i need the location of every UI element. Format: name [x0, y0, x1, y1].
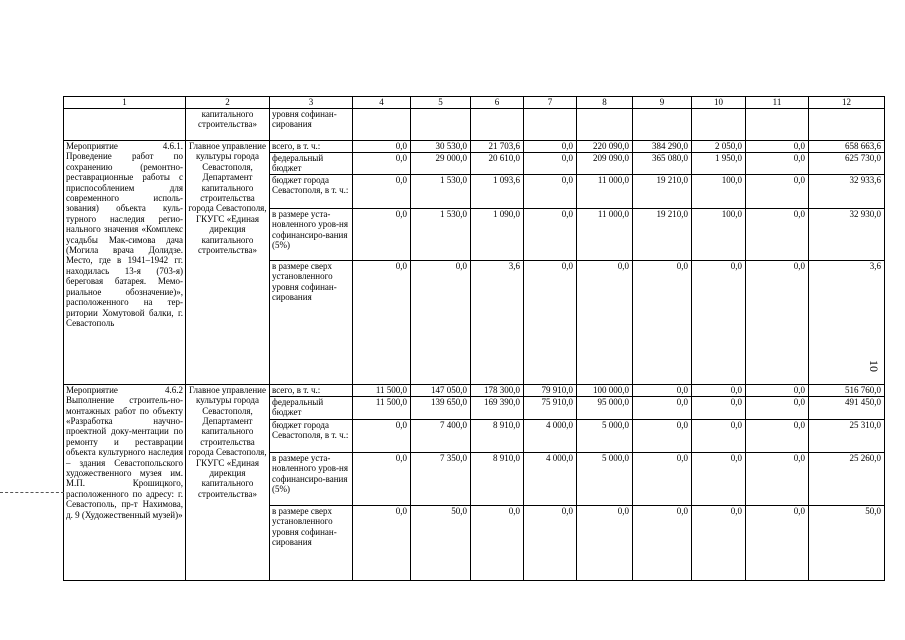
total-value: 32 933,6: [809, 174, 885, 208]
year-value: 0,0: [471, 505, 524, 580]
year-value: 30 530,0: [411, 141, 471, 153]
total-value: 658 663,6: [809, 141, 885, 153]
funding-source: в размере уста-новленного уров-ня софинансиро-вания (5%): [270, 208, 353, 260]
year-value: 0,0: [633, 384, 692, 396]
header-cell: 10: [692, 97, 746, 109]
year-value: 100,0: [692, 208, 746, 260]
total-value: 625 730,0: [809, 153, 885, 175]
year-value: 0,0: [353, 260, 411, 384]
funding-source: федеральный бюджет: [270, 153, 353, 175]
funding-source: федеральный бюджет: [270, 396, 353, 419]
year-value: 0,0: [577, 505, 633, 580]
cont-cell-1: [64, 109, 186, 141]
year-value: 0,0: [692, 396, 746, 419]
year-value: 0,0: [353, 505, 411, 580]
year-value: 0,0: [746, 260, 809, 384]
year-value: 50,0: [411, 505, 471, 580]
year-value: 0,0: [746, 419, 809, 452]
cont-cell: [692, 109, 746, 141]
cont-cell: [633, 109, 692, 141]
year-value: 2 050,0: [692, 141, 746, 153]
header-cell: 9: [633, 97, 692, 109]
year-value: 178 300,0: [471, 384, 524, 396]
total-value: 3,6: [809, 260, 885, 384]
year-value: 0,0: [633, 452, 692, 505]
header-cell: 8: [577, 97, 633, 109]
measure-executor: Главное управление культуры города Севастополя, Департамент капитального строительства города Севастополя, ГКУГС «Единая дирекция капитального строительства»: [186, 141, 270, 385]
header-cell: 4: [353, 97, 411, 109]
year-value: 365 080,0: [633, 153, 692, 175]
measure-executor: Главное управление культуры города Севастополя, Департамент капитального строительства города Севастополя, ГКУГС «Единая дирекция капитального строительства»: [186, 384, 270, 580]
header-cell: 12: [809, 97, 885, 109]
year-value: 0,0: [577, 260, 633, 384]
year-value: 220 090,0: [577, 141, 633, 153]
total-value: 25 310,0: [809, 419, 885, 452]
year-value: 1 530,0: [411, 174, 471, 208]
year-value: 0,0: [746, 141, 809, 153]
year-value: 139 650,0: [411, 396, 471, 419]
year-value: 11 500,0: [353, 396, 411, 419]
table-row: [64, 141, 885, 153]
table-row: [64, 384, 885, 396]
year-value: 4 000,0: [524, 452, 577, 505]
year-value: 0,0: [746, 208, 809, 260]
year-value: 0,0: [411, 260, 471, 384]
year-value: 0,0: [692, 505, 746, 580]
year-value: 0,0: [746, 384, 809, 396]
header-cell: 11: [746, 97, 809, 109]
year-value: 384 290,0: [633, 141, 692, 153]
funding-source: всего, в т. ч.:: [270, 141, 353, 153]
year-value: 3,6: [471, 260, 524, 384]
year-value: 29 000,0: [411, 153, 471, 175]
year-value: 147 050,0: [411, 384, 471, 396]
cont-cell: [577, 109, 633, 141]
year-value: 0,0: [633, 419, 692, 452]
year-value: 100,0: [692, 174, 746, 208]
year-value: 7 350,0: [411, 452, 471, 505]
total-value: 50,0: [809, 505, 885, 580]
funding-source: в размере сверх установленного уровня софинан-сирования: [270, 260, 353, 384]
year-value: 0,0: [746, 505, 809, 580]
measure-title: Мероприятие 4.6.2 Выполнение строитель-но-монтажных работ по объекту «Разработка научно-проектной доку-ментации по ремонту и реставрации объекта культурного наследия – здания Севастопольского художественного музея им. М.П. Крошицкого, расположенного по адресу: г. Севастополь, пр-т Нахимова, д. 9 (Художественный музей)»: [64, 384, 186, 580]
year-value: 5 000,0: [577, 452, 633, 505]
year-value: 0,0: [746, 396, 809, 419]
year-value: 7 400,0: [411, 419, 471, 452]
year-value: 20 610,0: [471, 153, 524, 175]
year-value: 0,0: [353, 153, 411, 175]
header-cell: 1: [64, 97, 186, 109]
year-value: 5 000,0: [577, 419, 633, 452]
year-value: 0,0: [524, 208, 577, 260]
year-value: 0,0: [353, 174, 411, 208]
year-value: 0,0: [692, 452, 746, 505]
funding-source: бюджет города Севастополя, в т. ч.:: [270, 419, 353, 452]
year-value: 0,0: [524, 260, 577, 384]
total-value: 32 930,0: [809, 208, 885, 260]
year-value: 0,0: [633, 396, 692, 419]
year-value: 1 093,6: [471, 174, 524, 208]
year-value: 0,0: [353, 419, 411, 452]
year-value: 0,0: [353, 141, 411, 153]
year-value: 209 090,0: [577, 153, 633, 175]
year-value: 11 000,0: [577, 208, 633, 260]
year-value: 0,0: [746, 452, 809, 505]
cont-cell: [809, 109, 885, 141]
year-value: 11 500,0: [353, 384, 411, 396]
cont-cell: [471, 109, 524, 141]
year-value: 0,0: [633, 505, 692, 580]
funding-source: в размере уста-новленного уров-ня софинансиро-вания (5%): [270, 452, 353, 505]
year-value: 19 210,0: [633, 208, 692, 260]
year-value: 8 910,0: [471, 452, 524, 505]
total-value: 491 450,0: [809, 396, 885, 419]
year-value: 4 000,0: [524, 419, 577, 452]
funding-source: в размере сверх установленного уровня софинан-сирования: [270, 505, 353, 580]
year-value: 0,0: [746, 153, 809, 175]
total-value: 25 260,0: [809, 452, 885, 505]
year-value: 95 000,0: [577, 396, 633, 419]
year-value: 0,0: [692, 384, 746, 396]
year-value: 169 390,0: [471, 396, 524, 419]
year-value: 0,0: [692, 419, 746, 452]
cont-cell: [353, 109, 411, 141]
margin-dash-line: [0, 492, 64, 493]
year-value: 0,0: [524, 141, 577, 153]
cont-cell: [524, 109, 577, 141]
year-value: 100 000,0: [577, 384, 633, 396]
header-cell: 7: [524, 97, 577, 109]
year-value: 0,0: [746, 174, 809, 208]
year-value: 0,0: [524, 505, 577, 580]
funding-source: бюджет города Севастополя, в т. ч.:: [270, 174, 353, 208]
page-number: 10: [867, 360, 881, 372]
total-value: 516 760,0: [809, 384, 885, 396]
header-cell: 3: [270, 97, 353, 109]
cont-executor: капитального строительства»: [186, 109, 270, 141]
year-value: 0,0: [633, 260, 692, 384]
measure-title: Мероприятие 4.6.1. Проведение работ по сохранению (ремонтно-реставрационные работы с приспособлением для современного исполь-зования) объекта куль-турного наследия регио-нального значения «Комплекс усадьбы Мак-симова дача (Могила врача Долидзе. Место, где в 1941–1942 гг. находилась 13-я (703-я) береговая батарея. Мемо-риальное обозначение)», расположенного на тер-ритории Хомутовой балки, г. Севастополь: [64, 141, 186, 385]
cont-cell: [746, 109, 809, 141]
header-cell: 6: [471, 97, 524, 109]
year-value: 1 090,0: [471, 208, 524, 260]
year-value: 0,0: [524, 153, 577, 175]
continuation-row: [64, 109, 885, 141]
header-cell: 2: [186, 97, 270, 109]
year-value: 19 210,0: [633, 174, 692, 208]
year-value: 1 950,0: [692, 153, 746, 175]
year-value: 0,0: [524, 174, 577, 208]
year-value: 11 000,0: [577, 174, 633, 208]
year-value: 75 910,0: [524, 396, 577, 419]
year-value: 79 910,0: [524, 384, 577, 396]
header-row: [64, 97, 885, 109]
cont-cell: [411, 109, 471, 141]
budget-table: [63, 96, 885, 581]
year-value: 8 910,0: [471, 419, 524, 452]
cont-source: уровня софинан-сирования: [270, 109, 353, 141]
funding-source: всего, в т. ч.:: [270, 384, 353, 396]
year-value: 0,0: [353, 208, 411, 260]
year-value: 1 530,0: [411, 208, 471, 260]
header-cell: 5: [411, 97, 471, 109]
year-value: 21 703,6: [471, 141, 524, 153]
year-value: 0,0: [353, 452, 411, 505]
year-value: 0,0: [692, 260, 746, 384]
